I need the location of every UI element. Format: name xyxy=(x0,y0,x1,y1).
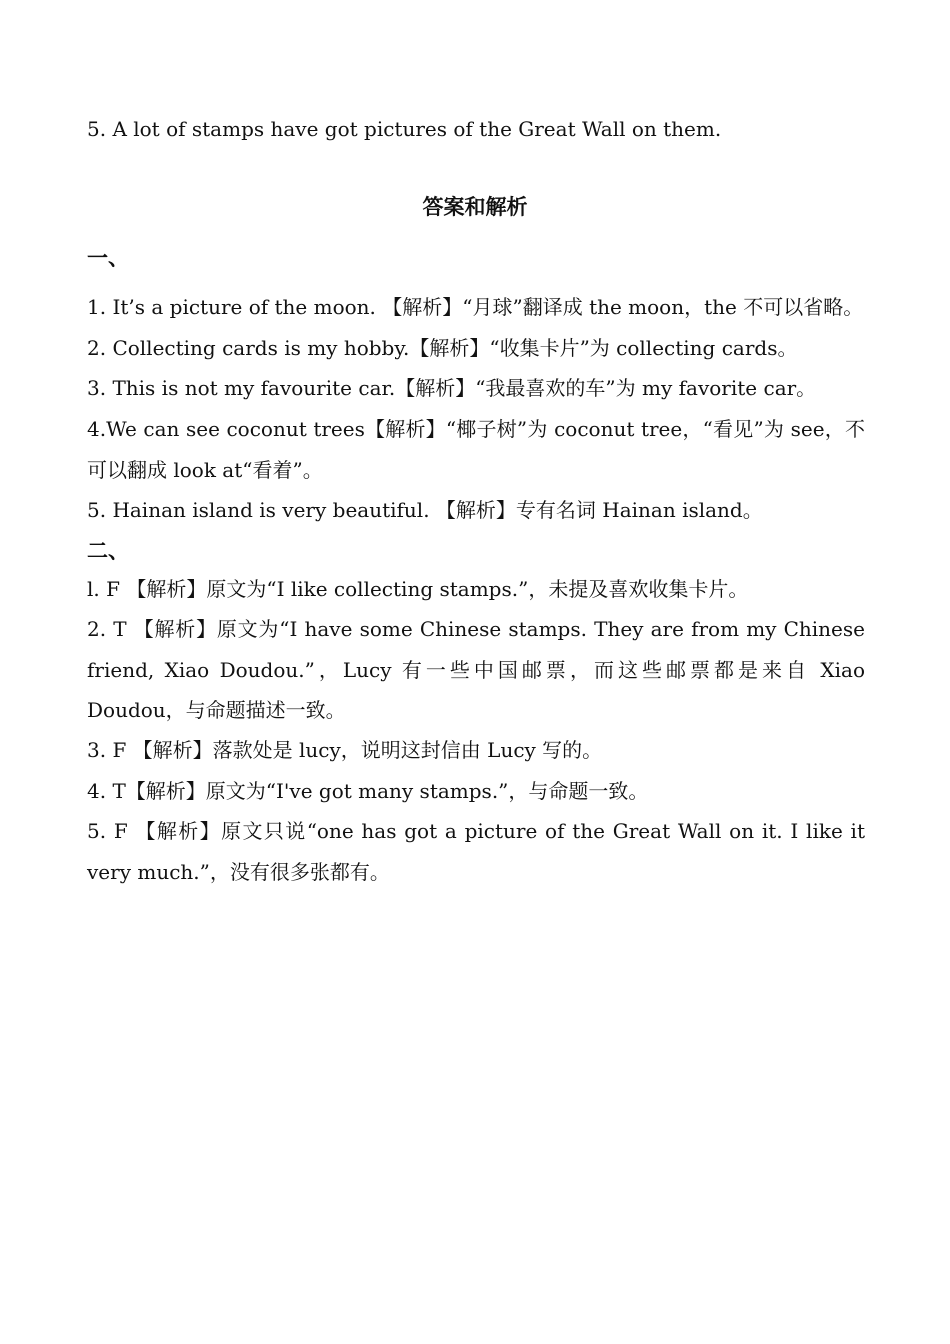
section-heading-one: 一、 xyxy=(87,245,129,270)
answer-title: 答案和解析 xyxy=(422,194,528,219)
answer-2-1: l. F 【解析】原文为“I like collecting stamps.”，未提及喜欢收集卡片。 xyxy=(87,577,749,601)
answer-2-2: 2. T 【解析】原文为“I have some Chinese stamps. They are from my Chinese friend, Xiao Doudou.”，Lucy 有一些中国邮票，而这些邮票都是来自 Xiao Doudou，与命题描述一致。 xyxy=(87,617,865,722)
answer-1-2: 2. Collecting cards is my hobby.【解析】“收集卡片”为 collecting cards。 xyxy=(87,336,798,360)
question-5-text: 5. A lot of stamps have got pictures of the Great Wall on them. xyxy=(87,117,722,141)
answer-2-5: 5. F 【解析】原文只说“one has got a picture of the Great Wall on it. I like it very much.”，没有很多张都有。 xyxy=(87,819,865,884)
answer-1-3: 3. This is not my favourite car.【解析】“我最喜欢的车”为 my favorite car。 xyxy=(87,376,817,400)
answer-2-3: 3. F 【解析】落款处是 lucy，说明这封信由 Lucy 写的。 xyxy=(87,738,603,762)
answer-2-4: 4. T【解析】原文为“I've got many stamps.”，与命题一致。 xyxy=(87,779,649,803)
answer-1-5: 5. Hainan island is very beautiful. 【解析】专有名词 Hainan island。 xyxy=(87,498,763,522)
section-heading-two: 二、 xyxy=(87,538,129,563)
answer-1-1: 1. It’s a picture of the moon. 【解析】“月球”翻译成 the moon，the 不可以省略。 xyxy=(87,295,864,319)
answer-1-4: 4.We can see coconut trees【解析】“椰子树”为 coconut tree，“看见”为 see，不可以翻成 look at“看着”。 xyxy=(87,417,865,482)
